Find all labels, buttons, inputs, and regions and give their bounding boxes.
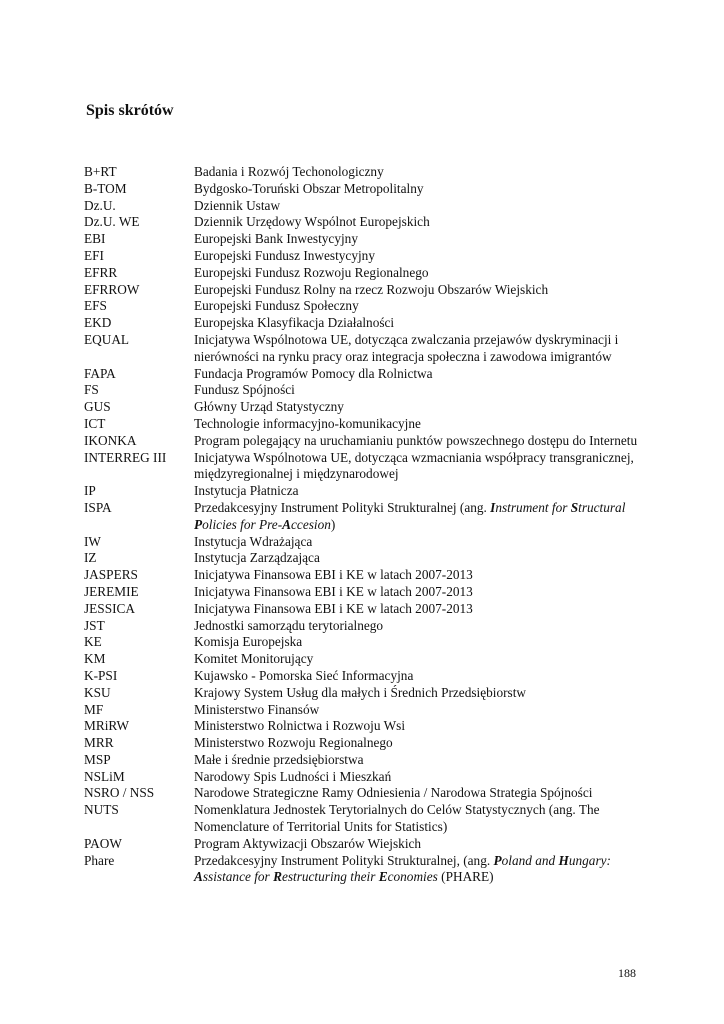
abbreviation-definition: Fundusz Spójności bbox=[194, 382, 295, 398]
abbreviation-row bbox=[84, 702, 644, 719]
abbreviation-definition: Instytucja Płatnicza bbox=[194, 483, 299, 499]
abbreviation-definition: Inicjatywa Finansowa EBI i KE w latach 2007-2013 bbox=[194, 583, 473, 599]
abbreviation-row bbox=[84, 735, 644, 752]
abbreviation-row bbox=[84, 315, 644, 332]
abbreviation-row bbox=[84, 534, 644, 551]
abbreviation-term: JASPERS bbox=[84, 567, 138, 583]
abbreviation-definition: Bydgosko-Toruński Obszar Metropolitalny bbox=[194, 180, 424, 196]
abbreviation-row bbox=[84, 399, 644, 416]
abbreviation-definition: Ministerstwo Rolnictwa i Rozwoju Wsi bbox=[194, 718, 406, 734]
abbreviation-row bbox=[84, 769, 644, 786]
abbreviation-row bbox=[84, 567, 644, 584]
abbreviation-row bbox=[84, 618, 644, 635]
abbreviation-row bbox=[84, 500, 644, 534]
abbreviation-row bbox=[84, 550, 644, 567]
abbreviation-definition: Komisja Europejska bbox=[194, 634, 303, 650]
abbreviation-definition: Inicjatywa Finansowa EBI i KE w latach 2007-2013 bbox=[194, 567, 473, 583]
abbreviation-definition: Europejski Fundusz Społeczny bbox=[194, 298, 359, 314]
abbreviation-row bbox=[84, 248, 644, 265]
abbreviation-row bbox=[84, 181, 644, 198]
abbreviation-row bbox=[84, 483, 644, 500]
abbreviation-row bbox=[84, 450, 644, 484]
abbreviation-row bbox=[84, 601, 644, 618]
abbreviation-list bbox=[84, 164, 644, 886]
abbreviation-term: Dz.U. bbox=[84, 197, 116, 213]
abbreviation-row bbox=[84, 785, 644, 802]
abbreviation-row bbox=[84, 802, 644, 836]
abbreviation-definition: Inicjatywa Wspólnotowa UE, dotycząca wzmacniania współpracy transgranicznej, międzyregionalnej i międzynarodowej bbox=[194, 449, 634, 482]
abbreviation-term: EQUAL bbox=[84, 331, 130, 347]
abbreviation-term: EFI bbox=[84, 247, 104, 263]
abbreviation-definition: Europejski Fundusz Rolny na rzecz Rozwoju Obszarów Wiejskich bbox=[194, 281, 549, 297]
abbreviation-term: KM bbox=[84, 651, 106, 667]
abbreviation-definition: Program Aktywizacji Obszarów Wiejskich bbox=[194, 835, 422, 851]
abbreviation-row bbox=[84, 164, 644, 181]
abbreviation-row bbox=[84, 198, 644, 215]
abbreviation-definition: Krajowy System Usług dla małych i Średnich Przedsiębiorstw bbox=[194, 684, 527, 700]
abbreviation-definition: Ministerstwo Rozwoju Regionalnego bbox=[194, 735, 393, 751]
abbreviation-definition: Dziennik Urzędowy Wspólnot Europejskich bbox=[194, 214, 430, 230]
abbreviation-definition: Instytucja Wdrażająca bbox=[194, 533, 313, 549]
abbreviation-term: ICT bbox=[84, 415, 106, 431]
abbreviation-definition: Europejski Fundusz Inwestycyjny bbox=[194, 247, 375, 263]
abbreviation-row bbox=[84, 685, 644, 702]
abbreviation-term: NSRO / NSS bbox=[84, 785, 155, 801]
abbreviation-term: EBI bbox=[84, 231, 106, 247]
abbreviation-row bbox=[84, 282, 644, 299]
abbreviation-definition: Małe i średnie przedsiębiorstwa bbox=[194, 751, 364, 767]
abbreviation-definition: Inicjatywa Wspólnotowa UE, dotycząca zwalczania przejawów dyskryminacji i nierówności na rynku pracy oraz integracja społeczna i zawodowa imigrantów bbox=[194, 331, 619, 364]
abbreviation-term: K-PSI bbox=[84, 667, 118, 683]
abbreviation-row bbox=[84, 433, 644, 450]
abbreviation-definition: Ministerstwo Finansów bbox=[194, 701, 320, 717]
abbreviation-term: B+RT bbox=[84, 164, 117, 179]
abbreviation-term: MSP bbox=[84, 751, 111, 767]
abbreviation-term: PAOW bbox=[84, 835, 122, 851]
abbreviation-row bbox=[84, 634, 644, 651]
abbreviation-term: Phare bbox=[84, 852, 115, 868]
abbreviation-term: MRiRW bbox=[84, 718, 130, 734]
abbreviation-row bbox=[84, 298, 644, 315]
abbreviation-definition: Dziennik Ustaw bbox=[194, 197, 281, 213]
abbreviation-definition: Narodowe Strategiczne Ramy Odniesienia / Narodowa Strategia Spójności bbox=[194, 785, 593, 801]
abbreviation-term: EFS bbox=[84, 298, 107, 314]
abbreviation-definition: Narodowy Spis Ludności i Mieszkań bbox=[194, 768, 392, 784]
abbreviation-term: IZ bbox=[84, 550, 97, 566]
abbreviation-definition: Nomenklatura Jednostek Terytorialnych do Celów Statystycznych (ang. The Nomenclature of Territorial Units for Statistics) bbox=[194, 802, 600, 835]
abbreviation-definition: Program polegający na uruchamianiu punktów powszechnego dostępu do Internetu bbox=[194, 432, 638, 448]
abbreviation-term: EKD bbox=[84, 315, 112, 331]
abbreviation-row bbox=[84, 416, 644, 433]
abbreviation-row bbox=[84, 214, 644, 231]
abbreviation-term: MRR bbox=[84, 735, 114, 751]
abbreviation-row bbox=[84, 265, 644, 282]
abbreviation-definition: Instytucja Zarządzająca bbox=[194, 550, 320, 566]
abbreviation-term: ISPA bbox=[84, 499, 112, 515]
abbreviation-definition: Główny Urząd Statystyczny bbox=[194, 399, 344, 415]
abbreviation-term: NUTS bbox=[84, 802, 119, 818]
abbreviation-definition: Kujawsko - Pomorska Sieć Informacyjna bbox=[194, 667, 414, 683]
abbreviation-term: KSU bbox=[84, 684, 111, 700]
abbreviation-term: NSLiM bbox=[84, 768, 125, 784]
page-title: Spis skrótów bbox=[86, 102, 174, 119]
abbreviation-row bbox=[84, 382, 644, 399]
abbreviation-term: INTERREG III bbox=[84, 449, 167, 465]
abbreviation-row bbox=[84, 366, 644, 383]
abbreviation-term: IP bbox=[84, 483, 96, 499]
abbreviation-definition: Europejski Fundusz Rozwoju Regionalnego bbox=[194, 264, 429, 280]
abbreviation-definition: Inicjatywa Finansowa EBI i KE w latach 2007-2013 bbox=[194, 600, 473, 616]
abbreviation-row bbox=[84, 752, 644, 769]
abbreviation-definition: Przedakcesyjny Instrument Polityki Strukturalnej (ang. Instrument for Structural Policies for Pre-Accesion) bbox=[194, 499, 626, 532]
abbreviation-definition: Technologie informacyjno-komunikacyjne bbox=[194, 415, 421, 431]
abbreviation-definition: Przedakcesyjny Instrument Polityki Strukturalnej, (ang. Poland and Hungary: Assistance for Restructuring their Economies (PHARE) bbox=[194, 852, 611, 885]
abbreviation-term: EFRR bbox=[84, 264, 118, 280]
abbreviation-term: FAPA bbox=[84, 365, 116, 381]
abbreviation-definition: Jednostki samorządu terytorialnego bbox=[194, 617, 384, 633]
abbreviation-term: GUS bbox=[84, 399, 111, 415]
abbreviation-row bbox=[84, 836, 644, 853]
abbreviation-term: Dz.U. WE bbox=[84, 214, 140, 230]
abbreviation-row bbox=[84, 668, 644, 685]
abbreviation-definition: Komitet Monitorujący bbox=[194, 651, 314, 667]
page-number: 188 bbox=[618, 966, 636, 980]
abbreviation-term: JESSICA bbox=[84, 600, 135, 616]
abbreviation-row bbox=[84, 332, 644, 366]
abbreviation-definition: Badania i Rozwój Techonologiczny bbox=[194, 164, 384, 179]
abbreviation-term: IW bbox=[84, 533, 101, 549]
abbreviation-definition: Fundacja Programów Pomocy dla Rolnictwa bbox=[194, 365, 433, 381]
abbreviation-row bbox=[84, 584, 644, 601]
abbreviation-term: FS bbox=[84, 382, 99, 398]
abbreviation-definition: Europejski Bank Inwestycyjny bbox=[194, 231, 358, 247]
abbreviation-definition: Europejska Klasyfikacja Działalności bbox=[194, 315, 395, 331]
abbreviation-row bbox=[84, 718, 644, 735]
abbreviation-term: MF bbox=[84, 701, 104, 717]
abbreviation-term: JEREMIE bbox=[84, 583, 139, 599]
abbreviation-term: B-TOM bbox=[84, 180, 127, 196]
abbreviation-row bbox=[84, 853, 644, 887]
abbreviation-row bbox=[84, 651, 644, 668]
abbreviation-row bbox=[84, 231, 644, 248]
abbreviation-term: IKONKA bbox=[84, 432, 137, 448]
abbreviation-term: EFRROW bbox=[84, 281, 140, 297]
abbreviation-term: KE bbox=[84, 634, 102, 650]
abbreviation-term: JST bbox=[84, 617, 105, 633]
